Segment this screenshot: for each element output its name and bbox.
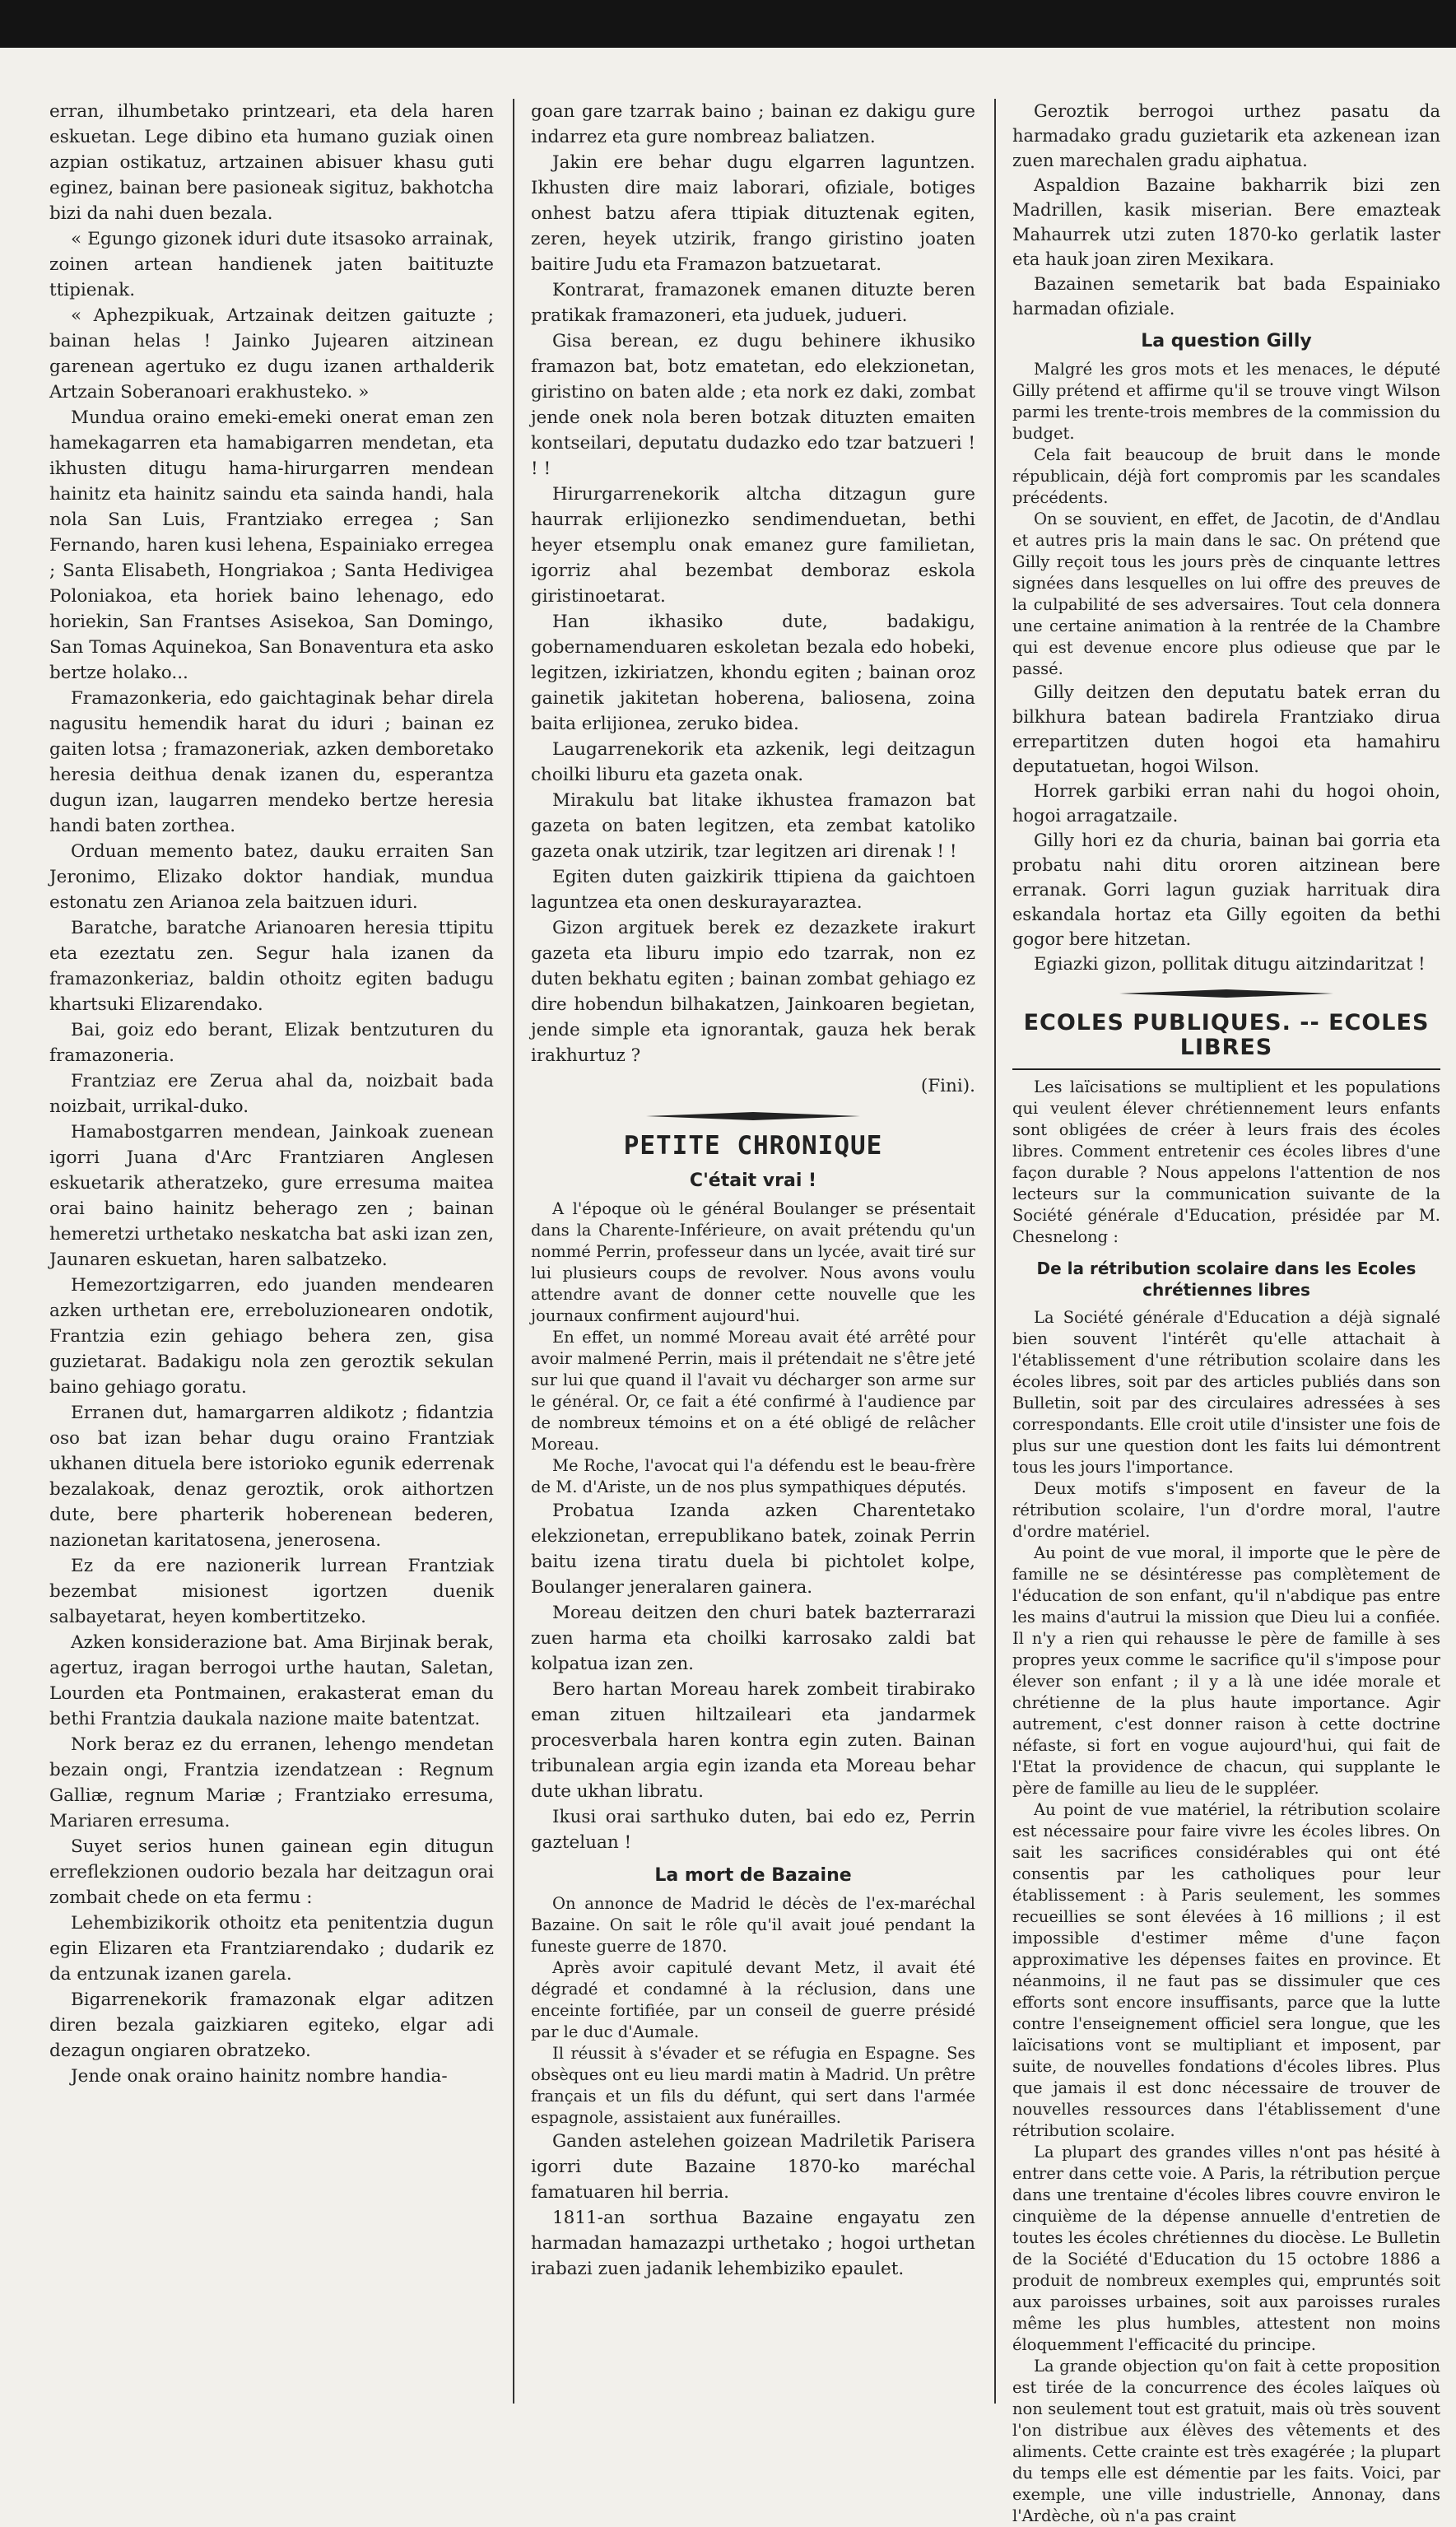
paragraph: Gilly hori ez da churia, bainan bai gorria eta probatu nahi ditu ororen aitzinean bere erranak. Gorri lagun guziak harrituak dira eskandala hortaz eta Gilly egoiten da bethi gogor bere hitzetan. [1012, 831, 1440, 949]
article-title: C'était vrai ! [689, 1170, 817, 1191]
paragraph: Geroztik berrogoi urthez pasatu da harmadako gradu guzietarik eta azkenean izan zuen marechalen gradu aiphatua. [1012, 101, 1440, 170]
paragraph: Laugarrenekorik eta azkenik, legi deitzagun choilki liburu eta gazeta onak. [531, 739, 975, 785]
paragraph: 1811-an sorthua Bazaine engayatu zen harmadan hamazazpi urthetako ; hogoi urthetan irabazi zuen jadanik lehembiziko epaulet. [531, 2208, 975, 2279]
newspaper-page [49, 99, 1449, 2525]
paragraph: Bero hartan Moreau harek zombeit tirabirako eman zituen hiltzaileari eta jandarmek procesverbala haren kontra egin zuten. Bainan tribunalean argia egin izanda eta Moreau behar dute ukhan libratu. [531, 1679, 975, 1802]
paragraph: Azken konsiderazione bat. Ama Birjinak berak, agertuz, iragan berrogoi urthe hautan, Saletan, Lourden eta Pontmainen, erakasterat eman du bethi Frantzia daukala nazione maite batentzat. [49, 1632, 494, 1729]
paragraph: Horrek garbiki erran nahi du hogoi ohoin, hogoi arragatzaile. [1012, 781, 1440, 826]
paragraph: Moreau deitzen den churi batek bazterrarazi zuen harma eta choilki karrosako zaldi bat kolpatua izan zen. [531, 1603, 975, 1674]
paragraph: Gilly deitzen den deputatu batek erran du bilkhura batean badirela Frantziako dirua errepartitzen duten hogoi eta hamahiru deputatuetan, hogoi Wilson. [1012, 682, 1440, 776]
paragraph: Egiazki gizon, pollitak ditugu aitzindaritzat ! [1034, 954, 1426, 974]
paragraph: Il réussit à s'évader et se réfugia en Espagne. Ses obsèques ont eu lieu mardi matin à Madrid. Un prêtre français et un fils du défunt, qui sert dans l'armée espagnole, assistaient aux funérailles. [531, 2044, 975, 2127]
paragraph: En effet, un nommé Moreau avait été arrêté pour avoir malmené Perrin, mais il prétendait ne s'être jeté sur lui que quand il l'avait vu décharger son arme sur le général. Or, ce fait a été confirmé à l'audience par de nombreux témoins et on a été obligé de relâcher Moreau. [531, 1328, 975, 1454]
paragraph: Bai, goiz edo berant, Elizak bentzuturen du framazoneria. [49, 1020, 494, 1066]
paragraph: Frantziaz ere Zerua ahal da, noizbait bada noizbait, urrikal-duko. [49, 1071, 494, 1117]
paragraph: On annonce de Madrid le décès de l'ex-maréchal Bazaine. On sait le rôle qu'il avait joué pendant la funeste guerre de 1870. [531, 1894, 975, 1956]
ornamental-divider [646, 1112, 860, 1120]
column-3 [1012, 99, 1440, 2525]
paragraph: On se souvient, en effet, de Jacotin, de d'Andlau et autres pris la main dans le sac. On prétend que Gilly reçoit tous les jours près de cinquante lettres signées dans lesquelles on lui offre des preuves de la culpabilité de ses adversaires. Tout cela donnera une certaine animation à la rentrée de la Chambre qui est devenue encore plus odieuse que par le passé. [1012, 510, 1440, 678]
paragraph: Cela fait beaucoup de bruit dans le monde républicain, déjà fort compromis par les scandales précédents. [1012, 445, 1440, 507]
paragraph: Ganden astelehen goizean Madriletik Parisera igorri dute Bazaine 1870-ko maréchal famatuaren hil berria. [531, 2131, 975, 2203]
paragraph: Gizon argituek berek ez dezazkete irakurt gazeta eta liburu impio edo tzarrak, non ez duten bekhatu egiten ; bainan zombat gehiago ez dire hobendun bilhakatzen, Jainkoaren begietan, jende simple eta ignorantak, gauza hek berak irakhurtuz ? [531, 918, 975, 1066]
paragraph: Baratche, baratche Arianoaren heresia ttipitu eta ezeztatu zen. Segur hala izanen da framazonkeriaz, baldin othoitz egiten badugu khartsuki Elizarendako. [49, 918, 494, 1015]
article-title: La mort de Bazaine [654, 1865, 852, 1886]
paragraph: Egiten duten gaizkirik ttipiena da gaichtoen laguntzea eta onen deskurayaraztea. [531, 867, 975, 913]
paragraph: « Egungo gizonek iduri dute itsasoko arrainak, zoinen artean handienek jaten baitituzte ttipienak. [49, 229, 494, 300]
paragraph: Ez da ere nazionerik lurrean Frantziak bezembat misionest igortzen duenik salbayetarat, heyen kombertitzeko. [49, 1556, 494, 1627]
paragraph: Au point de vue matériel, la rétribution scolaire est nécessaire pour faire vivre les écoles libres. On sait les sacrifices considérables qui ont été consentis par les catholiques pour leur établissement : à Paris seulement, les sommes recueillies se sont élevées à 16 millions ; il est impossible d'estimer même d'une façon approximative les dépenses faites en province. Et néanmoins, il ne faut pas se dissimuler que ces efforts sont encore insuffisants, parce que la lutte contre l'enseignement officiel sera longue, que les laïcisations vont se multipliant et imposent, par suite, de nouvelles fondations d'écoles libres. Plus que jamais il est donc nécessaire de trouver de nouvelles ressources dans l'établissement d'une rétribution scolaire. [1012, 1800, 1440, 2140]
paragraph: goan gare tzarrak baino ; bainan ez dakigu gure indarrez eta gure nombreaz baliatzen. [531, 101, 975, 147]
article-signature: (Fini). [920, 1076, 975, 1096]
paragraph: Framazonkeria, edo gaichtaginak behar direla nagusitu hemendik harat du iduri ; bainan ez gaiten lotsa ; framazoneriak, azken demboretako heresia deithua denak izanen du, esperantza dugun izan, laugarren mendeko bertze heresia handi baten zorthea. [49, 688, 494, 836]
paragraph: Hirurgarrenekorik altcha ditzagun gure haurrak erlijionezko sendimenduetan, bethi heyer etsemplu onak emanez gure familietan, igorriz ahal bezembat demboraz eskola giristinoetarat. [531, 484, 975, 607]
paragraph: Hemezortzigarren, edo juanden mendearen azken urthetan ere, erreboluzionearen ondotik, Frantzia ezin gehiago behera zen, gisa guzietarat. Badakigu nola zen geroztik sekulan baino gehiago goratu. [49, 1275, 494, 1398]
paragraph: Hamabostgarren mendean, Jainkoak zuenean igorri Juana d'Arc Frantziaren Anglesen eskuetarik atheratzeko, gure erresuma maitea orai baino hainitz beherago zen ; bainan hemeretzi urthetako neskatcha bat aski izan zen, Jaunaren eskuetan, haren salbatzeko. [49, 1122, 494, 1270]
section-banner: PETITE CHRONIQUE [623, 1131, 883, 1161]
paragraph: Mirakulu bat litake ikhustea framazon bat gazeta on baten legitzen, eta zembat katoliko gazeta onak utzirik, tzar legitzen ari direnak ! ! [531, 790, 975, 862]
paragraph: Après avoir capitulé devant Metz, il avait été dégradé et condamné à la réclusion, dans une enceinte fortifiée, par un conseil de guerre présidé par le duc d'Aumale. [531, 1958, 975, 2041]
article-title: De la rétribution scolaire dans les Ecoles chrétiennes libres [1036, 1259, 1416, 1300]
paragraph: Ikusi orai sarthuko duten, bai edo ez, Perrin gazteluan ! [531, 1807, 975, 1853]
ornamental-divider [1119, 989, 1333, 998]
paragraph: Me Roche, l'avocat qui l'a défendu est le beau-frère de M. d'Ariste, un de nos plus sympathiques députés. [531, 1456, 975, 1496]
paragraph: La grande objection qu'on fait à cette proposition est tirée de la concurrence des écoles laïques où non seulement tout est gratuit, mais où très souvent l'on distribue aux élèves des vêtements et des aliments. Cette crainte est très exagérée ; la plupart du temps elle est démentie par les faits. Voici, par exemple, une ville industrielle, Annonay, dans l'Ardèche, où n'a pas craint [1012, 2357, 1440, 2525]
column-rule [513, 99, 514, 2404]
column-2 [531, 99, 975, 2441]
top-binding-band [0, 0, 1456, 48]
paragraph: Malgré les gros mots et les menaces, le député Gilly prétend et affirme qu'il se trouve vingt Wilson parmi les trente-trois membres de la commission du budget. [1012, 360, 1440, 443]
section-heading: ECOLES PUBLIQUES. -- ECOLES LIBRES [1023, 1010, 1430, 1060]
paragraph: Au point de vue moral, il importe que le père de famille ne se désintéresse pas complètement de l'éducation de son enfant, qu'il n'abdique pas entre les mains d'autrui la mission que Dieu lui a confiée. Il n'y a rien qui rehausse le père de famille à ses propres yeux comme le sacrifice qu'il s'impose pour élever son enfant ; il y a là une idée morale et chrétienne de la plus haute importance. Agir autrement, c'est donner raison à cette doctrine néfaste, si fort en vogue aujourd'hui, qui fait de l'Etat la providence de chacun, qui supplante le père de famille au lieu de le suppléer. [1012, 1543, 1440, 1798]
paragraph: Deux motifs s'imposent en faveur de la rétribution scolaire, l'un d'ordre moral, l'autre d'ordre matériel. [1012, 1479, 1440, 1541]
paragraph: « Aphezpikuak, Artzainak deitzen gaituzte ; bainan helas ! Jainko Jujearen aitzinean garenean agertuko ez dugu izanen arthalderik Artzain Soberanoari erakhusteko. » [49, 305, 494, 403]
paragraph: erran, ilhumbetako printzeari, eta dela haren eskuetan. Lege dibino eta humano guziak oinen azpian ostikatuz, artzainen abisuer khasu guti eginez, bainan bere pasioneak sigituz, bakhotcha bizi da nahi duen bezala. [49, 101, 494, 224]
paragraph: Les laïcisations se multiplient et les populations qui veulent élever chrétiennement leurs enfants sont obligées de créer à leurs frais des écoles libres. Comment entretenir ces écoles libres d'une façon durable ? Nous appelons l'attention de nos lecteurs sur la communication suivante de la Société générale d'Education, présidée par M. Chesnelong : [1012, 1077, 1440, 1246]
column-1 [49, 99, 494, 2441]
article-title: La question Gilly [1141, 331, 1312, 351]
paragraph: Gisa berean, ez dugu behinere ikhusiko framazon bat, botz ematetan, edo elekzionetan, giristino on baten alde ; eta nork ez daki, zombat jende onek nola beren botzak dituzten emaiten kontseilari, deputatu dudazko edo tzar batzueri ! ! ! [531, 331, 975, 479]
paragraph: Nork beraz ez du erranen, lehengo mendetan bezain ongi, Frantzia izendatzean : Regnum Galliæ, regnum Mariæ ; Frantziako erresuma, Mariaren erresuma. [49, 1734, 494, 1831]
paragraph: Probatua Izanda azken Charentetako elekzionetan, errepublikano batek, zoinak Perrin baitu izena tiratu duela bi pichtolet kolpe, Boulanger jeneralaren gainera. [531, 1501, 975, 1598]
paragraph: Aspaldion Bazaine bakharrik bizi zen Madrillen, kasik miserian. Bere emazteak Mahaurrek utzi zuten 1870-ko gerlatik laster eta hauk joan ziren Mexikara. [1012, 175, 1440, 269]
paragraph: Kontrarat, framazonek emanen dituzte beren pratikak framazoneri, eta juduek, juduerі. [531, 280, 975, 326]
paragraph: Orduan memento batez, dauku erraiten San Jeronimo, Elizako doktor handiak, mundua estonatu zen Arianoa zela baitzuen iduri. [49, 841, 494, 913]
paragraph: Han ikhasiko dute, badakigu, gobernamenduaren eskoletan bezala edo hobeki, legitzen, izkiriatzen, khondu egiten ; bainan oroz gainetik jakitetan hoberena, baliosena, zoina baita erlijionea, zeruko bidea. [531, 612, 975, 734]
paragraph: Mundua oraino emeki-emeki onerat eman zen hamekagarren eta hamabigarren mendetan, eta ikhusten ditugu hama-hirurgarren mendean hainitz eta hainitz saindu eta sainda handi, hala nola San Luis, Frantziako erregea ; San Fernando, haren kusi lehena, Espainiako erregea ; Santa Elisabeth, Hongriakoa ; Santa Hedivigea Poloniakoa, eta horiek baino lehenago, edo horiekin, San Frantses Asisekoa, San Domingo, San Tomas Aquinekoa, San Bonaventura eta asko bertze holako... [49, 407, 494, 683]
paragraph: La Société générale d'Education a déjà signalé bien souvent l'intérêt qu'elle attachait à l'établissement d'une rétribution scolaire dans les écoles libres, soit par des articles publiés dans son Bulletin, soit par des circulaires adressées à ses correspondants. Elle croit utile d'insister une fois de plus sur une question dont les faits lui démontrent tous les jours l'importance. [1012, 1308, 1440, 1477]
paragraph: A l'époque où le général Boulanger se présentait dans la Charente-Inférieure, on avait prétendu qu'un nommé Perrin, professeur dans un lycée, avait tiré sur lui plusieurs coups de revolver. Nous avons voulu attendre avant de donner cette nouvelle que les journaux confirment aujourd'hui. [531, 1199, 975, 1325]
paragraph: Bazainen semetarik bat bada Espainiako harmadan ofiziale. [1012, 274, 1440, 319]
divider [1012, 1068, 1440, 1070]
paragraph: Jakin ere behar dugu elgarren laguntzen. Ikhusten dire maiz laborari, ofiziale, botiges onhest batzu afera ttipiak dituztenak egiten, zeren, heyek utzirik, frango giristino joaten baitire Judu eta Framazon batzuetarat. [531, 152, 975, 275]
paragraph: La plupart des grandes villes n'ont pas hésité à entrer dans cette voie. A Paris, la rétribution perçue dans une trentaine d'écoles libres couvre environ le cinquième de la dépense annuelle d'entretien de toutes les écoles chrétiennes du diocèse. Le Bulletin de la Société d'Education du 15 octobre 1886 a produit de nombreux exemples qui, empruntés soit aux paroisses urbaines, soit aux paroisses rurales même les plus humbles, attestent non moins éloquemment l'efficacité du principe. [1012, 2143, 1440, 2354]
paragraph: Erranen dut, hamargarren aldikotz ; fidantzia oso bat izan behar dugu oraino Frantziak ukhanen dituela bere istorioko egunik ederrenak bezalakoak, denaz geroztik, orok aithortzen dute, bere pharterik hoberenean bederen, nazionetan karitatosena, jenerosena. [49, 1403, 494, 1551]
paragraph: Suyet serios hunen gainean egin ditugun erreflekzionen oudorio bezala har deitzagun orai zombait chede on eta fermu : [49, 1836, 494, 1908]
paragraph: Jende onak oraino hainitz nombre handia- [71, 2066, 448, 2087]
paragraph: Lehembizikorik othoitz eta penitentzia dugun egin Elizaren eta Frantziarendako ; dudarik ez da entzunak izanen garela. [49, 1913, 494, 1985]
column-rule [994, 99, 996, 2404]
paragraph: Bigarrenekorik framazonak elgar aditzen diren bezala gaizkiaren egiteko, elgar adi dezagun ongiaren obratzeko. [49, 1989, 494, 2061]
